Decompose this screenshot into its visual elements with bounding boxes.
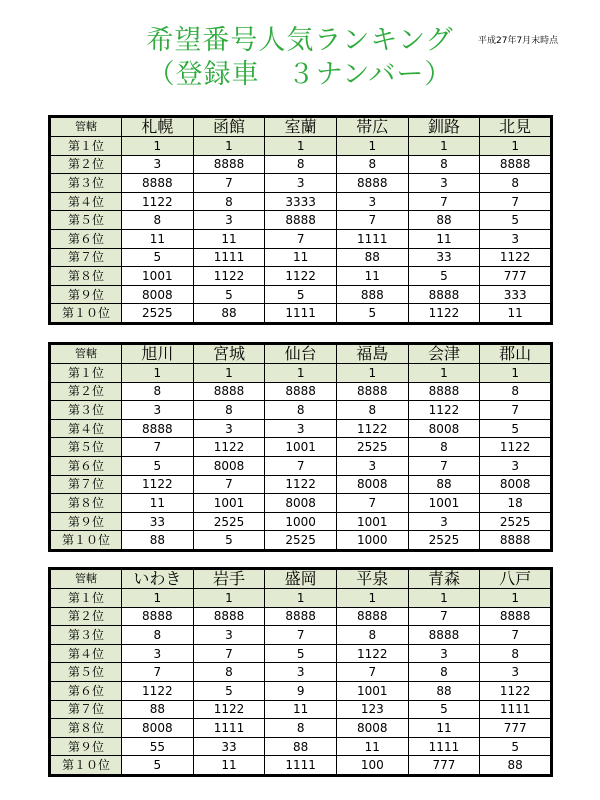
number-cell: 1122 (193, 438, 265, 457)
number-cell: 1 (336, 137, 408, 156)
table-row (50, 737, 552, 756)
number-cell: 88 (122, 700, 194, 719)
office-name: 八戸 (480, 569, 552, 589)
number-cell: 11 (122, 494, 194, 513)
number-cell: 5 (480, 419, 552, 438)
table-row (50, 174, 552, 193)
number-cell: 88 (193, 304, 265, 324)
number-cell: 1111 (336, 229, 408, 248)
number-cell: 8008 (193, 456, 265, 475)
ranking-table-3 (48, 567, 553, 777)
number-cell: 7 (193, 174, 265, 193)
office-name: 盛岡 (265, 569, 337, 589)
number-cell: 8008 (408, 419, 480, 438)
table-row (50, 438, 552, 457)
number-cell: 1 (480, 589, 552, 608)
number-cell: 3 (336, 456, 408, 475)
number-cell: 1001 (408, 494, 480, 513)
number-cell: 3 (336, 192, 408, 211)
rank-label: 第８位 (50, 494, 122, 513)
table-row (50, 155, 552, 174)
header-label: 管轄 (50, 344, 122, 364)
number-cell: 8 (336, 401, 408, 420)
number-cell: 2525 (193, 512, 265, 531)
office-name: いわき (122, 569, 194, 589)
number-cell: 7 (265, 626, 337, 645)
number-cell: 5 (480, 737, 552, 756)
number-cell: 1 (408, 137, 480, 156)
number-cell: 7 (480, 401, 552, 420)
table-row (50, 419, 552, 438)
number-cell: 8 (122, 626, 194, 645)
number-cell: 3 (193, 626, 265, 645)
rank-label: 第１０位 (50, 531, 122, 551)
number-cell: 8008 (265, 494, 337, 513)
number-cell: 5 (193, 681, 265, 700)
number-cell: 8888 (336, 607, 408, 626)
header-label: 管轄 (50, 569, 122, 589)
office-name: 室蘭 (265, 117, 337, 137)
number-cell: 8 (122, 382, 194, 401)
rank-label: 第７位 (50, 475, 122, 494)
rank-label: 第４位 (50, 192, 122, 211)
rank-label: 第３位 (50, 626, 122, 645)
number-cell: 3 (265, 174, 337, 193)
table-row (50, 475, 552, 494)
number-cell: 8 (193, 401, 265, 420)
office-name: 仙台 (265, 344, 337, 364)
number-cell: 5 (122, 248, 194, 267)
number-cell: 8008 (480, 475, 552, 494)
number-cell: 1111 (265, 756, 337, 776)
number-cell: 1 (480, 364, 552, 383)
number-cell: 5 (408, 700, 480, 719)
number-cell: 88 (408, 211, 480, 230)
table-row (50, 663, 552, 682)
rank-label: 第７位 (50, 700, 122, 719)
number-cell: 7 (193, 475, 265, 494)
number-cell: 7 (265, 229, 337, 248)
table-row (50, 364, 552, 383)
number-cell: 8 (480, 644, 552, 663)
number-cell: 2525 (336, 438, 408, 457)
rank-label: 第９位 (50, 512, 122, 531)
rank-label: 第５位 (50, 211, 122, 230)
office-name: 帯広 (336, 117, 408, 137)
office-name: 北見 (480, 117, 552, 137)
number-cell: 7 (336, 663, 408, 682)
rank-label: 第９位 (50, 285, 122, 304)
table-row (50, 401, 552, 420)
number-cell: 7 (408, 192, 480, 211)
number-cell: 1122 (408, 401, 480, 420)
number-cell: 11 (336, 267, 408, 286)
number-cell: 3 (480, 456, 552, 475)
number-cell: 777 (480, 267, 552, 286)
number-cell: 8 (408, 438, 480, 457)
number-cell: 8888 (408, 382, 480, 401)
number-cell: 7 (480, 626, 552, 645)
office-name: 函館 (193, 117, 265, 137)
date-note: 平成27年7月末時点 (478, 36, 559, 46)
office-name: 会津 (408, 344, 480, 364)
number-cell: 33 (122, 512, 194, 531)
number-cell: 777 (480, 719, 552, 738)
table-row (50, 531, 552, 551)
number-cell: 1122 (480, 681, 552, 700)
number-cell: 88 (480, 756, 552, 776)
number-cell: 3 (408, 512, 480, 531)
rank-label: 第１０位 (50, 756, 122, 776)
number-cell: 8888 (480, 607, 552, 626)
office-name: 札幌 (122, 117, 194, 137)
number-cell: 1 (122, 137, 194, 156)
number-cell: 1001 (122, 267, 194, 286)
number-cell: 8 (336, 155, 408, 174)
number-cell: 1000 (336, 531, 408, 551)
office-name: 旭川 (122, 344, 194, 364)
number-cell: 2525 (408, 531, 480, 551)
table-row (50, 719, 552, 738)
number-cell: 8888 (408, 285, 480, 304)
rank-label: 第１０位 (50, 304, 122, 324)
table-row (50, 229, 552, 248)
number-cell: 8888 (265, 211, 337, 230)
number-cell: 8888 (193, 155, 265, 174)
number-cell: 7 (122, 663, 194, 682)
number-cell: 8 (480, 382, 552, 401)
number-cell: 1111 (480, 700, 552, 719)
number-cell: 1122 (193, 700, 265, 719)
number-cell: 3 (193, 211, 265, 230)
number-cell: 8 (193, 192, 265, 211)
number-cell: 11 (193, 756, 265, 776)
number-cell: 8888 (122, 607, 194, 626)
number-cell: 8888 (193, 607, 265, 626)
number-cell: 7 (336, 494, 408, 513)
table-row (50, 512, 552, 531)
number-cell: 2525 (122, 304, 194, 324)
number-cell: 1122 (408, 304, 480, 324)
office-name: 岩手 (193, 569, 265, 589)
office-name: 平泉 (336, 569, 408, 589)
number-cell: 5 (408, 267, 480, 286)
table-row (50, 248, 552, 267)
table-row (50, 137, 552, 156)
number-cell: 11 (265, 700, 337, 719)
number-cell: 11 (193, 229, 265, 248)
office-name: 郡山 (480, 344, 552, 364)
table-row (50, 700, 552, 719)
page-subtitle: （登録車 ３ナンバー） (147, 59, 453, 90)
table-header-row (50, 344, 552, 364)
number-cell: 88 (408, 681, 480, 700)
table-row (50, 494, 552, 513)
number-cell: 5 (122, 456, 194, 475)
number-cell: 1 (265, 589, 337, 608)
number-cell: 8008 (336, 475, 408, 494)
number-cell: 7 (408, 607, 480, 626)
number-cell: 8008 (336, 719, 408, 738)
number-cell: 1001 (336, 681, 408, 700)
table-row (50, 382, 552, 401)
rank-label: 第１位 (50, 589, 122, 608)
table-row (50, 267, 552, 286)
number-cell: 333 (480, 285, 552, 304)
ranking-table-2 (48, 342, 553, 552)
table-row (50, 756, 552, 776)
number-cell: 88 (336, 248, 408, 267)
office-name: 福島 (336, 344, 408, 364)
number-cell: 1 (122, 364, 194, 383)
number-cell: 8888 (265, 382, 337, 401)
number-cell: 1001 (336, 512, 408, 531)
number-cell: 8 (265, 719, 337, 738)
rank-label: 第６位 (50, 456, 122, 475)
table-row (50, 644, 552, 663)
number-cell: 11 (122, 229, 194, 248)
number-cell: 1 (408, 364, 480, 383)
number-cell: 8888 (336, 174, 408, 193)
number-cell: 1122 (480, 438, 552, 457)
table-row (50, 304, 552, 324)
table-header-row (50, 569, 552, 589)
office-name: 宮城 (193, 344, 265, 364)
number-cell: 3 (408, 174, 480, 193)
rank-label: 第５位 (50, 663, 122, 682)
number-cell: 8888 (122, 419, 194, 438)
office-name: 青森 (408, 569, 480, 589)
table-row (50, 456, 552, 475)
number-cell: 1111 (193, 248, 265, 267)
number-cell: 7 (408, 456, 480, 475)
number-cell: 1001 (265, 438, 337, 457)
number-cell: 8 (122, 211, 194, 230)
number-cell: 3 (480, 663, 552, 682)
rank-label: 第４位 (50, 419, 122, 438)
number-cell: 1 (480, 137, 552, 156)
number-cell: 8 (480, 174, 552, 193)
number-cell: 1111 (408, 737, 480, 756)
number-cell: 11 (408, 719, 480, 738)
number-cell: 1122 (265, 267, 337, 286)
number-cell: 5 (265, 285, 337, 304)
number-cell: 8 (336, 626, 408, 645)
number-cell: 1111 (193, 719, 265, 738)
number-cell: 8008 (122, 285, 194, 304)
table-row (50, 681, 552, 700)
number-cell: 1 (193, 589, 265, 608)
number-cell: 1122 (193, 267, 265, 286)
number-cell: 3 (480, 229, 552, 248)
number-cell: 9 (265, 681, 337, 700)
number-cell: 7 (336, 211, 408, 230)
table-row (50, 192, 552, 211)
number-cell: 1 (336, 589, 408, 608)
number-cell: 3 (265, 663, 337, 682)
number-cell: 55 (122, 737, 194, 756)
number-cell: 11 (265, 248, 337, 267)
table-row (50, 211, 552, 230)
number-cell: 8008 (122, 719, 194, 738)
number-cell: 5 (336, 304, 408, 324)
number-cell: 1122 (265, 475, 337, 494)
number-cell: 1122 (122, 681, 194, 700)
number-cell: 8888 (480, 531, 552, 551)
rank-label: 第１位 (50, 364, 122, 383)
number-cell: 3 (408, 644, 480, 663)
table-row (50, 285, 552, 304)
number-cell: 8 (193, 663, 265, 682)
table-row (50, 607, 552, 626)
number-cell: 1 (265, 364, 337, 383)
number-cell: 8888 (480, 155, 552, 174)
number-cell: 8888 (265, 607, 337, 626)
rank-label: 第２位 (50, 155, 122, 174)
rank-label: 第９位 (50, 737, 122, 756)
table-row (50, 626, 552, 645)
number-cell: 8 (408, 155, 480, 174)
number-cell: 1 (408, 589, 480, 608)
number-cell: 88 (408, 475, 480, 494)
number-cell: 5 (193, 531, 265, 551)
number-cell: 88 (265, 737, 337, 756)
rank-label: 第１位 (50, 137, 122, 156)
number-cell: 3333 (265, 192, 337, 211)
number-cell: 88 (122, 531, 194, 551)
number-cell: 7 (193, 644, 265, 663)
number-cell: 1000 (265, 512, 337, 531)
number-cell: 3 (122, 401, 194, 420)
number-cell: 888 (336, 285, 408, 304)
number-cell: 2525 (265, 531, 337, 551)
rank-label: 第４位 (50, 644, 122, 663)
number-cell: 8888 (336, 382, 408, 401)
number-cell: 1 (193, 364, 265, 383)
rank-label: 第５位 (50, 438, 122, 457)
number-cell: 1122 (122, 192, 194, 211)
rank-label: 第６位 (50, 229, 122, 248)
number-cell: 777 (408, 756, 480, 776)
number-cell: 8888 (122, 174, 194, 193)
number-cell: 3 (265, 419, 337, 438)
number-cell: 5 (480, 211, 552, 230)
rank-label: 第７位 (50, 248, 122, 267)
number-cell: 1122 (336, 644, 408, 663)
number-cell: 1122 (336, 419, 408, 438)
number-cell: 3 (193, 419, 265, 438)
rank-label: 第３位 (50, 401, 122, 420)
number-cell: 1 (265, 137, 337, 156)
number-cell: 8 (265, 401, 337, 420)
office-name: 釧路 (408, 117, 480, 137)
number-cell: 3 (122, 644, 194, 663)
rank-label: 第２位 (50, 382, 122, 401)
rank-label: 第２位 (50, 607, 122, 626)
page-title: 希望番号人気ランキング (146, 25, 454, 56)
number-cell: 1111 (265, 304, 337, 324)
number-cell: 2525 (480, 512, 552, 531)
rank-label: 第３位 (50, 174, 122, 193)
number-cell: 7 (122, 438, 194, 457)
number-cell: 123 (336, 700, 408, 719)
rank-label: 第８位 (50, 267, 122, 286)
number-cell: 33 (193, 737, 265, 756)
number-cell: 7 (265, 456, 337, 475)
number-cell: 11 (408, 229, 480, 248)
rank-label: 第８位 (50, 719, 122, 738)
table-header-row (50, 117, 552, 137)
number-cell: 5 (265, 644, 337, 663)
number-cell: 11 (480, 304, 552, 324)
number-cell: 5 (193, 285, 265, 304)
number-cell: 1122 (122, 475, 194, 494)
number-cell: 5 (122, 756, 194, 776)
number-cell: 1122 (480, 248, 552, 267)
number-cell: 8888 (193, 382, 265, 401)
ranking-table-1 (48, 115, 553, 325)
number-cell: 8 (408, 663, 480, 682)
number-cell: 1 (336, 364, 408, 383)
number-cell: 33 (408, 248, 480, 267)
number-cell: 1 (122, 589, 194, 608)
rank-label: 第６位 (50, 681, 122, 700)
number-cell: 18 (480, 494, 552, 513)
header-label: 管轄 (50, 117, 122, 137)
number-cell: 100 (336, 756, 408, 776)
number-cell: 7 (480, 192, 552, 211)
number-cell: 1 (193, 137, 265, 156)
number-cell: 8888 (408, 626, 480, 645)
number-cell: 11 (336, 737, 408, 756)
table-row (50, 589, 552, 608)
number-cell: 3 (122, 155, 194, 174)
number-cell: 8 (265, 155, 337, 174)
number-cell: 1001 (193, 494, 265, 513)
